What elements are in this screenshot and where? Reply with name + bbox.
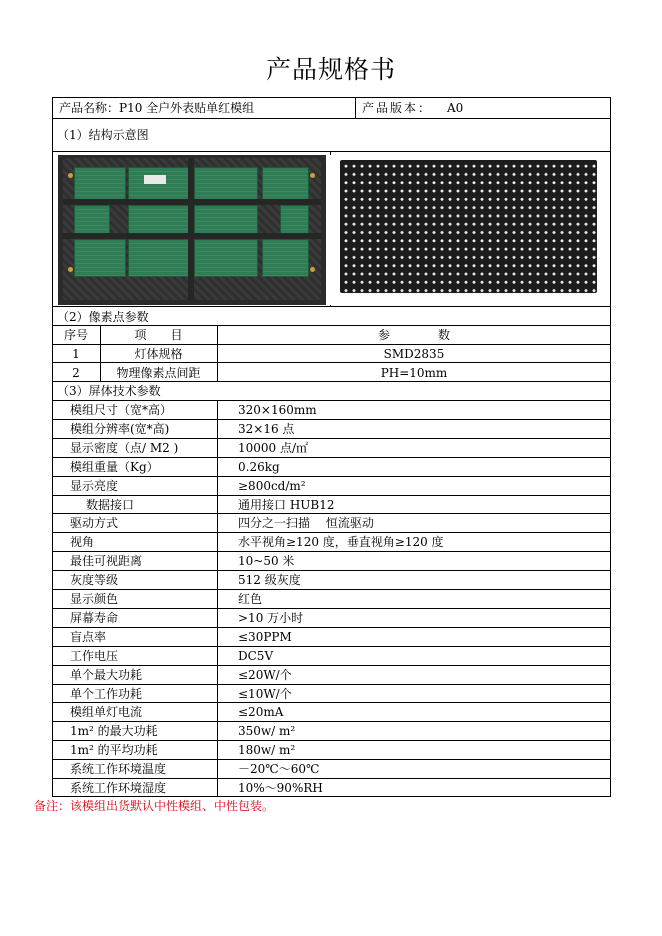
- led-matrix-image: [340, 160, 597, 293]
- spec-value: 10%～90%RH: [238, 781, 323, 795]
- spec-value: ≤30PPM: [238, 629, 292, 644]
- spec-label: 显示亮度: [70, 478, 119, 493]
- spec-value: 320×160mm: [238, 403, 317, 417]
- spec-label: 1m² 的平均功耗: [70, 743, 158, 758]
- col-header-index: 序号: [63, 328, 88, 342]
- spec-value: 32×16 点: [238, 421, 295, 436]
- spec-label: 灰度等级: [70, 573, 119, 588]
- footer-note: 备注：该模组出货默认中性模组、中性包装。: [34, 799, 275, 813]
- spec-label: 工作电压: [70, 648, 119, 663]
- spec-label: 驱动方式: [70, 516, 119, 531]
- spec-value: ≤20mA: [238, 705, 284, 720]
- col-header-item: 项 目: [134, 328, 183, 342]
- spec-value: ≤20W/个: [238, 667, 292, 682]
- product-name: 产品名称：P10 全户外表贴单红模组: [59, 101, 255, 115]
- spec-value: 0.26kg: [238, 459, 280, 474]
- product-version-label: 产品版本：: [362, 101, 433, 115]
- section-structure-title: （1）结构示意图: [57, 128, 149, 142]
- spec-label: 屏幕寿命: [70, 610, 119, 625]
- pixel-row-item: 物理像素点间距: [116, 366, 201, 380]
- spec-label: 显示密度（点/ M2 ): [70, 440, 179, 455]
- pixel-row-index: 2: [72, 366, 80, 380]
- module-back-photo: [58, 155, 326, 305]
- spec-value: 10~50 米: [238, 554, 295, 569]
- spec-value: 350w/ m²: [238, 724, 296, 739]
- spec-value: 10000 点/㎡: [238, 440, 309, 455]
- product-version-value: A0: [447, 101, 464, 115]
- page-title: 产品规格书: [265, 55, 396, 84]
- spec-value: －20℃～60℃: [238, 762, 320, 777]
- spec-value: 红色: [238, 592, 263, 606]
- spec-label: 模组分辨率(宽*高): [70, 421, 170, 436]
- spec-label: 单个工作功耗: [70, 686, 143, 701]
- spec-label: 最佳可视距离: [70, 554, 143, 569]
- pixel-row-index: 1: [72, 347, 80, 361]
- spec-value: 180w/ m²: [238, 743, 296, 758]
- spec-label: 视角: [70, 535, 95, 550]
- pixel-row-value: PH=10mm: [380, 366, 448, 380]
- spec-value: 通用接口 HUB12: [238, 497, 335, 512]
- spec-value: ≥800cd/m²: [238, 478, 306, 493]
- spec-label: 1m² 的最大功耗: [70, 724, 158, 739]
- spec-value: DC5V: [238, 648, 274, 663]
- spec-value: 512 级灰度: [238, 573, 301, 588]
- spec-label: 盲点率: [70, 629, 107, 644]
- spec-value: >10 万小时: [238, 610, 304, 625]
- spec-label: 模组单灯电流: [70, 705, 143, 720]
- spec-label: 系统工作环境温度: [70, 762, 167, 777]
- spec-value: ≤10W/个: [238, 686, 292, 701]
- section-pixel-title: （2）像素点参数: [57, 310, 149, 324]
- spec-label: 系统工作环境湿度: [70, 781, 167, 795]
- spec-label: 模组重量（Kg）: [70, 459, 159, 474]
- spec-value: 四分之一扫描 恒流驱动: [238, 516, 374, 531]
- spec-value: 水平视角≥120 度，垂直视角≥120 度: [238, 535, 444, 550]
- spec-label: 显示颜色: [70, 592, 119, 606]
- spec-label: 模组尺寸（宽*高）: [70, 403, 173, 417]
- module-front-photo: [330, 155, 607, 305]
- spec-label: 单个最大功耗: [70, 667, 143, 682]
- spec-label: 数据接口: [86, 497, 135, 512]
- section-screen-title: （3）屏体技术参数: [57, 384, 161, 398]
- pixel-row-value: SMD2835: [383, 347, 445, 361]
- col-header-param: 参 数: [377, 328, 450, 342]
- pixel-row-item: 灯体规格: [134, 347, 183, 361]
